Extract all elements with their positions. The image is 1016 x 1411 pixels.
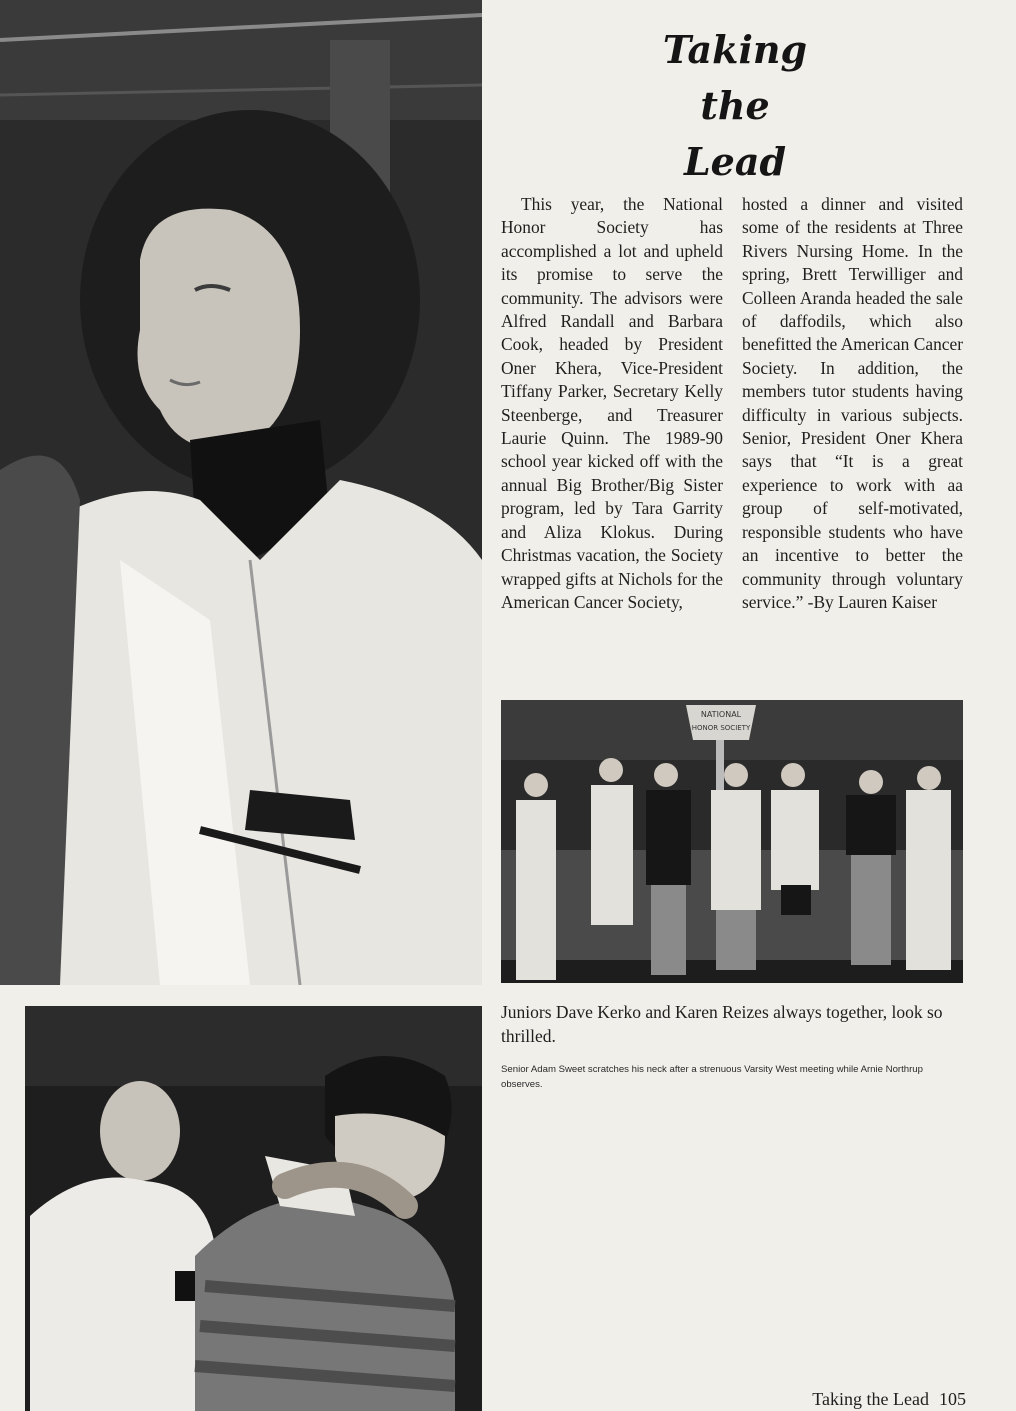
sign-text-2: HONOR SOCIETY bbox=[691, 724, 751, 732]
group-photo bbox=[501, 700, 963, 983]
article-text-right: hosted a dinner and visited some of the residents at Three Rivers Nursing Home. In the spring, Brett Terwilliger and Colleen Aranda headed the sale of daffodils, which also benefitted the American Cancer Society. In addition, the members tutor students having difficulty in various subjects. Senior, President Oner Khera says that “It is a great experience to work with aa group of self-motivated, responsible students who have an incentive to better the community through voluntary service.” -By Lauren Kaiser bbox=[742, 194, 963, 612]
sign-text-1: NATIONAL bbox=[700, 710, 742, 719]
page-folio bbox=[812, 1389, 966, 1410]
headline-line-3: Lead bbox=[683, 139, 787, 184]
photo-caption-main: Juniors Dave Kerko and Karen Reizes always together, look so thrilled. bbox=[501, 1002, 943, 1046]
page-number: 105 bbox=[939, 1389, 966, 1409]
portrait-photo bbox=[0, 0, 482, 985]
photo-caption-small: Senior Adam Sweet scratches his neck after a strenuous Varsity West meeting while Arnie Northrup observes. bbox=[501, 1064, 923, 1090]
headline-line-1: Taking bbox=[662, 27, 808, 72]
article-column-left bbox=[501, 193, 723, 614]
headline bbox=[600, 22, 870, 190]
bottom-photo bbox=[25, 1006, 482, 1411]
article-text-left: This year, the National Honor Society has accomplished a lot and upheld its promise to serve the community. The advisors were Alfred Randall and Barbara Cook, headed by President Oner Khera, Vice-President Tiffany Parker, Secretary Kelly Steenberge, and Treasurer Laurie Quinn. The 1989-90 school year kicked off with the annual Big Brother/Big Sister program, led by Tara Garrity and Aliza Klokus. During Christmas vacation, the Society wrapped gifts at Nichols for the American Cancer Society, bbox=[501, 194, 723, 612]
article-column-right bbox=[742, 193, 963, 614]
folio-section: Taking the Lead bbox=[812, 1389, 929, 1409]
headline-line-2: the bbox=[700, 83, 770, 128]
